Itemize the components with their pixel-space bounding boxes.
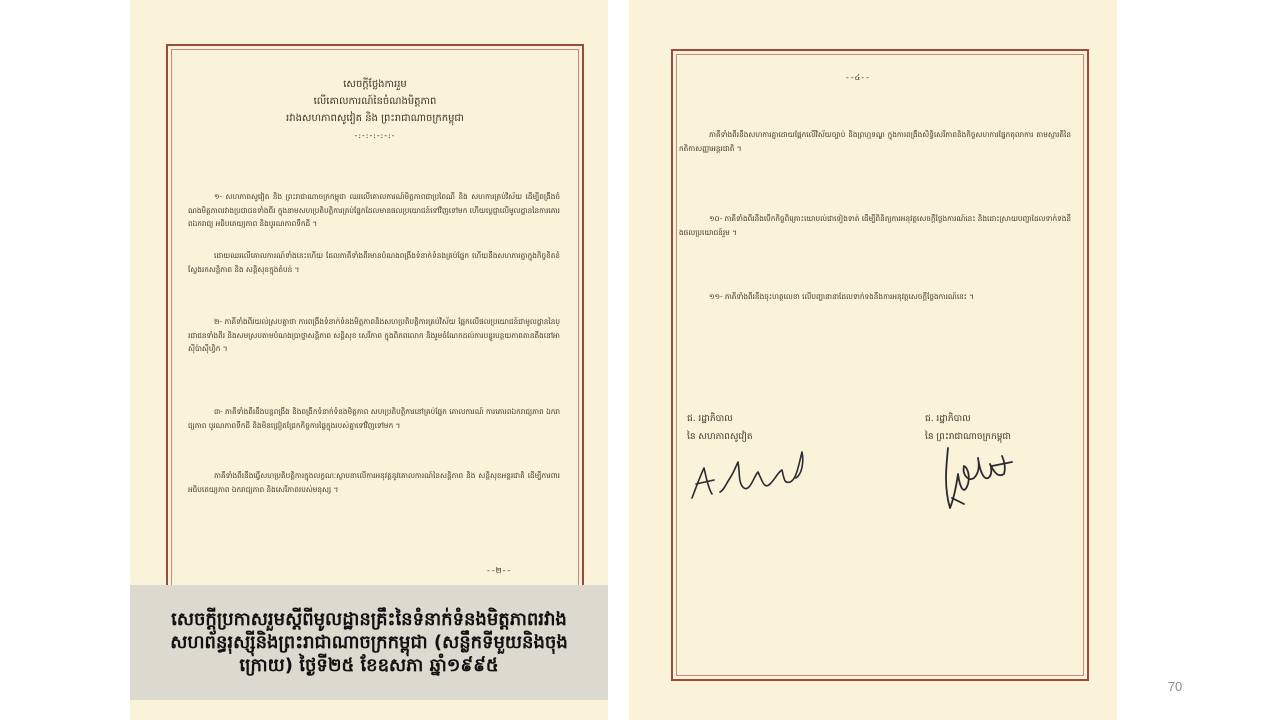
paragraph-1: ១- សហភាពសូវៀត និង ព្រះរាជាណាចក្រកម្ពុជា ឈរលើគោលការណ៍មិត្តភាពជាប្រពៃណី និង សហការគ្រប់វិស័យ ដើម្បីពង្រឹងចំណងមិត្តភាពរវាងប្រជាជនទាំងពីរ ក្នុងនាមសហប្រតិបត្តិការគ្រប់ផ្នែកដែលមានផលប្រយោជន៍ទៅវិញទៅមក ហើយប្តេជ្ញាលើមូលដ្ឋាននៃការគោរពឯករាជ្យ អធិបតេយ្យភាព និងបូរណភាពទឹកដី ។ (188, 192, 560, 228)
signatory-left-org: នៃ សហភាពសូវៀត (687, 432, 753, 442)
paragraph-3: ២- ភាគីទាំងពីរយល់ស្របគ្នាថា ការពង្រឹងទំនាក់ទំនងមិត្តភាពនិងសហប្រតិបត្តិការគ្រប់វិស័យ ផ្អែកលើផលប្រយោជន៍ជាមូលដ្ឋាននៃប្រជាជនទាំងពីរ និងសមស្របតាមបំណងប្រាថ្នាសន្តិភាព សន្តិសុខ សេរីភាព ក្នុងពិភពលោក និងរួមចំណែកដល់ការបន្ធូរបន្ថយភាពតានតឹងនៅអាស៊ីប៉ាស៊ីហ្វិក ។ (188, 317, 560, 353)
page-number-right: --៤-- (845, 73, 870, 82)
paragraph-2: ដោយឈរលើគោលការណ៍ទាំងនេះហើយ ដែលភាគីទាំងពីរមានបំណងពង្រឹងទំនាក់ទំនងគ្រប់ផ្នែក ហើយនឹងសហការគ្នាក្នុងកិច្ចខិតខំស្វែងរកសន្តិភាព និង សន្តិសុខក្នុងតំបន់ ។ (188, 251, 560, 274)
signatory-right-title: ជ. រដ្ឋាភិបាល (925, 414, 971, 424)
heading-line-1: សេចក្តីថ្លែងការរួម (343, 79, 407, 90)
heading-line-3: រវាងសហភាពសូវៀត និង ព្រះរាជាណាចក្រកម្ពុជា (286, 113, 464, 124)
right-paragraph-2: ១០- ភាគីទាំងពីរនឹងបើកកិច្ចពិគ្រោះយោបល់ជាទៀងទាត់ ដើម្បីពិនិត្យការអនុវត្តសេចក្តីថ្លែងការណ៍នេះ និងដោះស្រាយបញ្ហាដែលទាក់ទងនឹងផលប្រយោជន៍រួម ។ (679, 214, 1071, 237)
caption-box (130, 585, 608, 700)
document-page-right (629, 0, 1117, 720)
slide-number: 70 (1167, 679, 1183, 694)
signature-right-image (934, 438, 1024, 518)
right-paragraph-1: ភាគីទាំងពីរនឹងសហការគ្នាដោយផ្អែកលើវិស័យច្បាប់ និងព្រហ្មទណ្ឌ ក្នុងការពង្រឹងសិទ្ធិសេរីភាពនិងកិច្ចសហការផ្នែកតុលាការ តាមស្មារតីនៃកតិកាសញ្ញាអន្តរជាតិ ។ (679, 130, 1071, 153)
signatory-right-org: នៃ ព្រះរាជាណាចក្រកម្ពុជា (925, 432, 1012, 442)
heading-separator: -:-:-:-:-:- (354, 131, 396, 140)
page-number-left: --២-- (486, 566, 512, 575)
right-paragraph-3: ១១- ភាគីទាំងពីរនឹងចុះហត្ថលេខា លើបញ្ហានានាដែលទាក់ទងនឹងការអនុវត្តសេចក្តីថ្លែងការណ៍នេះ ។ (709, 292, 975, 301)
paragraph-5: ភាគីទាំងពីរនឹងធ្វើសហប្រតិបត្តិការក្នុងលក្ខណៈស្ថាបនាលើការអនុវត្តនូវគោលការណ៍នៃសន្តិភាព និង សន្តិសុខអន្តរជាតិ ដើម្បីការពារអធិបតេយ្យភាព ឯករាជ្យភាព និងសេរីភាពរបស់មនុស្ស ។ (188, 471, 560, 494)
signature-left-image (684, 432, 814, 504)
caption-text: សេចក្តីប្រកាសរួមស្តីពីមូលដ្ឋានគ្រឹះនៃទំនាក់ទំនងមិត្តភាពរវាងសហព័ន្ធរុស្ស៊ីនិងព្រះរាជាណាចក្រកម្ពុជា (សន្លឹកទីមួយនិងចុងក្រោយ) ថ្ងៃទី២៥ ខែឧសភា ឆ្នាំ១៩៩៥ (170, 609, 568, 676)
signatory-left-title: ជ. រដ្ឋាភិបាល (687, 414, 733, 424)
heading-line-2: លើគោលការណ៍នៃចំណងមិត្តភាព (313, 96, 437, 107)
paragraph-4: ៣- ភាគីទាំងពីរនឹងបន្តពង្រឹង និងពង្រីកទំនាក់ទំនងមិត្តភាព សហប្រតិបត្តិការនៅគ្រប់ផ្នែក គោលការណ៍ ការគោរពឯករាជ្យភាព ឯករាជ្យភាព បូរណភាពទឹកដី និងមិនជ្រៀតជ្រែកកិច្ចការផ្ទៃក្នុងរបស់គ្នាទៅវិញទៅមក ។ (188, 407, 560, 430)
document-heading (180, 76, 570, 144)
